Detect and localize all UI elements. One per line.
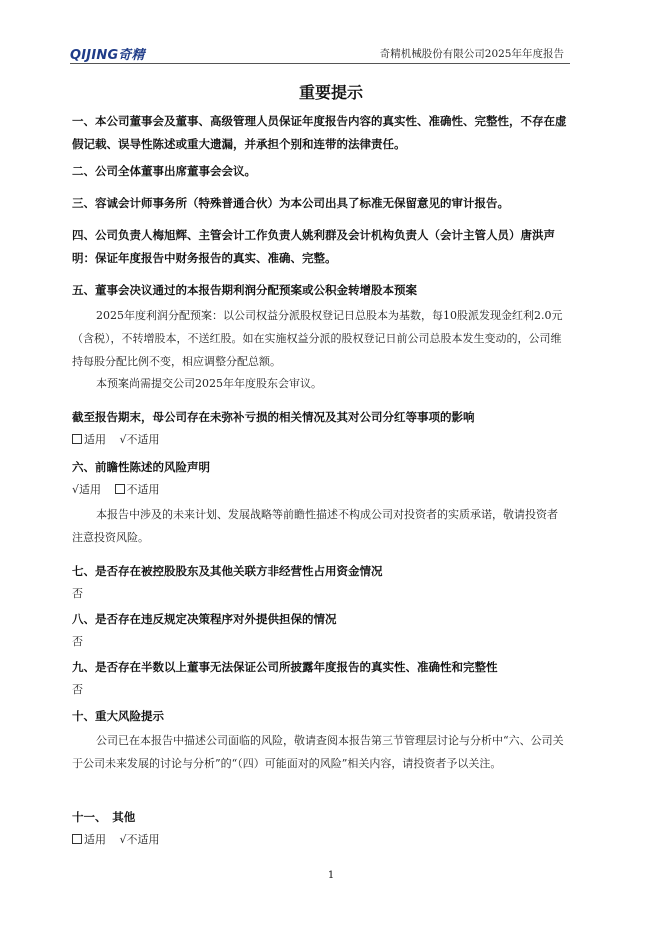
section-1: 一、本公司董事会及董事、高级管理人员保证年度报告内容的真实性、准确性、完整性，不存在虚假记载、误导性陈述或重大遗漏，并承担个别和连带的法律责任。	[72, 114, 567, 151]
not-applicable-label: 不适用	[126, 433, 160, 446]
section-11-choice	[72, 830, 567, 850]
check-mark-icon: √	[72, 483, 80, 496]
section-6-paragraph: 本报告中涉及的未来计划、发展战略等前瞻性描述不构成公司对投资者的实质承诺，敬请投资者注意投资风险。	[72, 508, 558, 544]
unchecked-box-icon	[115, 484, 125, 494]
section-5-paragraph-1: 2025年度利润分配预案：以公司权益分派股权登记日总股本为基数，每10股派发现金红利2.0元（含税），不转增股本，不送红股。如在实施权益分派的股权登记日前公司总股本发生变动的，公司维持每股分配比例不变，相应调整分配总额。	[72, 309, 563, 368]
section-9-answer: 否	[72, 683, 83, 696]
not-applicable-label: 不适用	[126, 483, 160, 496]
section-11-heading: 十一、 其他	[72, 810, 136, 824]
section-7-heading: 七、是否存在被控股股东及其他关联方非经营性占用资金情况	[72, 564, 383, 578]
loss-heading: 截至报告期末，母公司存在未弥补亏损的相关情况及其对公司分红等事项的影响	[72, 410, 475, 424]
unchecked-box-icon	[72, 434, 82, 444]
unchecked-box-icon	[72, 834, 82, 844]
section-5-paragraph-2: 本预案尚需提交公司2025年年度股东会审议。	[96, 377, 322, 390]
section-5-heading: 五、董事会决议通过的本报告期利润分配预案或公积金转增股本预案	[72, 283, 417, 297]
section-3: 三、容诚会计师事务所（特殊普通合伙）为本公司出具了标准无保留意见的审计报告。	[72, 196, 509, 210]
loss-choice	[72, 430, 567, 450]
section-2: 二、公司全体董事出席董事会会议。	[72, 164, 256, 178]
section-7-answer: 否	[72, 587, 83, 600]
section-9-heading: 九、是否存在半数以上董事无法保证公司所披露年度报告的真实性、准确性和完整性	[72, 660, 498, 674]
applicable-label: 适用	[84, 433, 106, 446]
company-logo	[70, 45, 145, 61]
not-applicable-label: 不适用	[126, 833, 160, 846]
logo-text: QIJING奇精	[70, 47, 145, 63]
check-mark-icon: √	[119, 833, 127, 846]
page-header	[70, 42, 570, 64]
applicable-label: 适用	[84, 833, 106, 846]
header-title: 奇精机械股份有限公司2025年年度报告	[379, 48, 564, 60]
page-title: 重要提示	[298, 83, 363, 102]
section-8-answer: 否	[72, 635, 83, 648]
section-4: 四、公司负责人梅旭辉、主管会计工作负责人姚利群及会计机构负责人（会计主管人员）唐洪声明：保证年度报告中财务报告的真实、准确、完整。	[72, 228, 555, 265]
page-number: 1	[327, 870, 335, 881]
section-10-paragraph: 公司已在本报告中描述公司面临的风险，敬请查阅本报告第三节管理层讨论与分析中“六、公司关于公司未来发展的讨论与分析”的“（四）可能面对的风险”相关内容，请投资者予以关注。	[72, 734, 564, 770]
header-divider	[70, 63, 570, 64]
applicable-label: 适用	[79, 483, 102, 496]
section-8-heading: 八、是否存在违反规定决策程序对外提供担保的情况	[72, 612, 337, 626]
section-6-heading: 六、前瞻性陈述的风险声明	[72, 460, 210, 474]
section-10-heading: 十、重大风险提示	[72, 709, 164, 723]
check-mark-icon: √	[119, 433, 127, 446]
section-6-choice	[72, 480, 567, 500]
